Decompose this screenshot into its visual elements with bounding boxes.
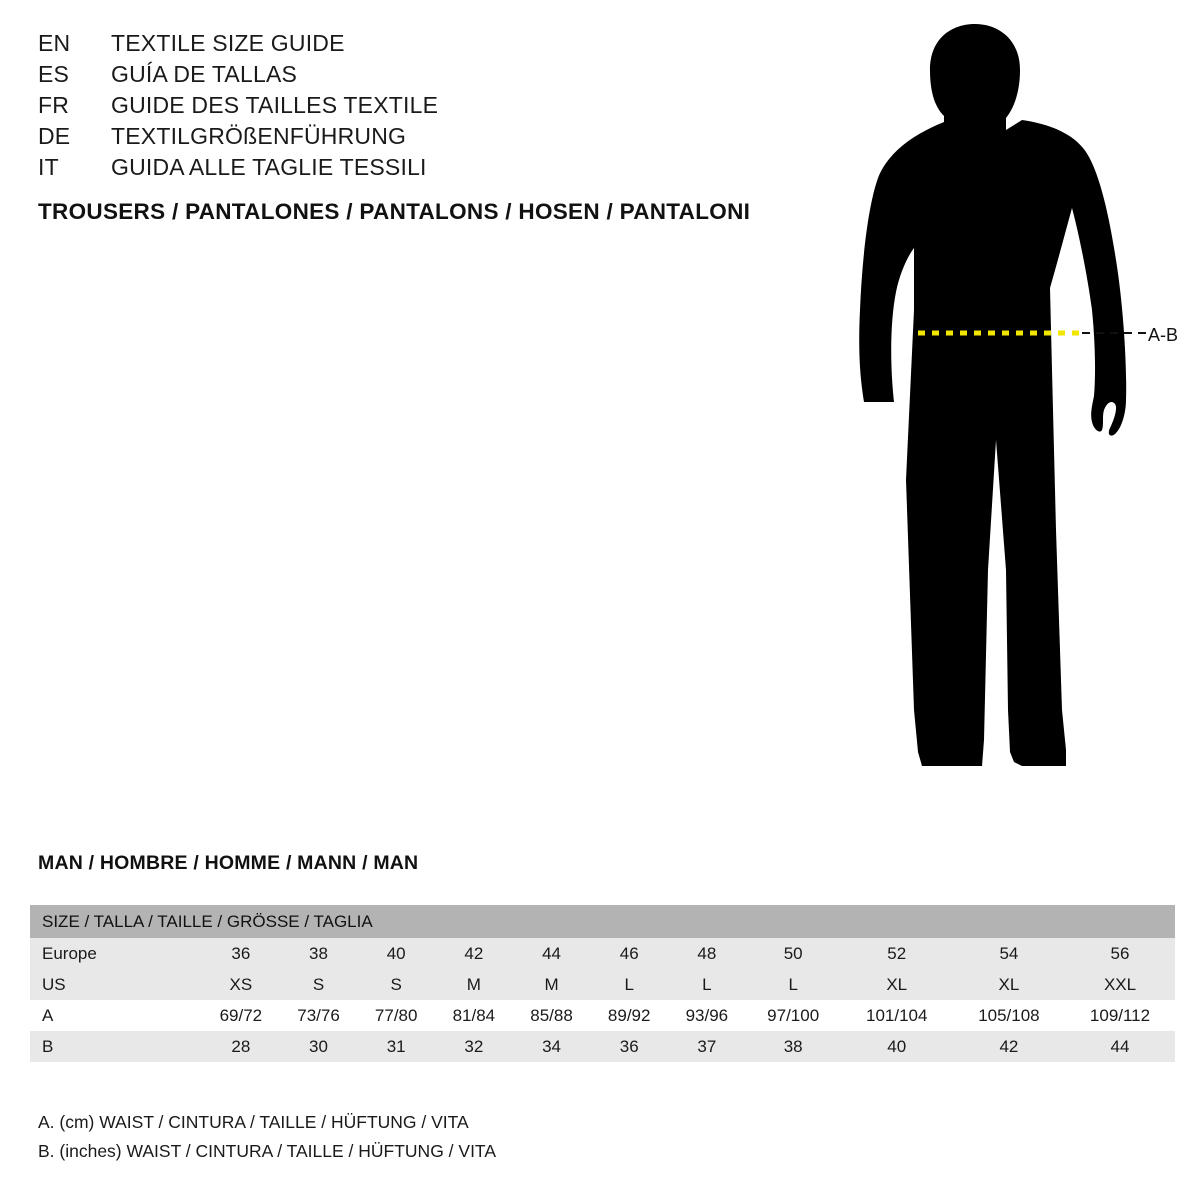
- table-row: [30, 938, 1175, 969]
- language-row: [38, 123, 798, 154]
- table-cell: 44: [1065, 1031, 1175, 1062]
- language-text: GUIDE DES TAILLES TEXTILE: [111, 92, 439, 118]
- table-cell: XL: [953, 969, 1065, 1000]
- footnote-b: B. (inches) WAIST / CINTURA / TAILLE / HÜFTUNG / VITA: [38, 1141, 496, 1161]
- table-cell: 34: [513, 1031, 591, 1062]
- table-cell: L: [746, 969, 841, 1000]
- measure-label-ab: A-B: [1148, 325, 1179, 345]
- footnote-a: A. (cm) WAIST / CINTURA / TAILLE / HÜFTUNG / VITA: [38, 1112, 469, 1132]
- table-cell: 32: [435, 1031, 513, 1062]
- table-cell: L: [590, 969, 668, 1000]
- row-label: US: [30, 969, 202, 1000]
- table-cell: 97/100: [746, 1000, 841, 1031]
- language-code: ES: [38, 61, 70, 87]
- table-cell: L: [668, 969, 746, 1000]
- table-cell: 40: [357, 938, 435, 969]
- table-cell: 81/84: [435, 1000, 513, 1031]
- table-cell: 46: [590, 938, 668, 969]
- language-row: [38, 30, 798, 61]
- language-row: [38, 61, 798, 92]
- language-row: [38, 154, 798, 185]
- figure-illustration: [810, 10, 1200, 810]
- table-row: [30, 1031, 1175, 1062]
- table-cell: 77/80: [357, 1000, 435, 1031]
- table-cell: 36: [590, 1031, 668, 1062]
- table-cell: 73/76: [280, 1000, 358, 1031]
- footnotes: [38, 1108, 496, 1166]
- table-cell: 105/108: [953, 1000, 1065, 1031]
- language-text: GUIDA ALLE TAGLIE TESSILI: [111, 154, 427, 180]
- language-text: GUÍA DE TALLAS: [111, 61, 298, 87]
- table-cell: 37: [668, 1031, 746, 1062]
- language-text: TEXTILGRÖßENFÜHRUNG: [111, 123, 407, 149]
- language-code: IT: [38, 154, 59, 180]
- table-cell: S: [280, 969, 358, 1000]
- table-cell: S: [357, 969, 435, 1000]
- table-cell: 42: [953, 1031, 1065, 1062]
- table-section-title: MAN / HOMBRE / HOMME / MANN / MAN: [38, 852, 419, 874]
- table-header-label: SIZE / TALLA / TAILLE / GRÖSSE / TAGLIA: [42, 911, 373, 931]
- man-silhouette-icon: [810, 10, 1200, 810]
- row-label: Europe: [30, 938, 202, 969]
- table-cell: 93/96: [668, 1000, 746, 1031]
- language-text: TEXTILE SIZE GUIDE: [111, 30, 345, 56]
- table-cell: 69/72: [202, 1000, 280, 1031]
- table-cell: 44: [513, 938, 591, 969]
- language-header: [38, 30, 798, 225]
- table-cell: 50: [746, 938, 841, 969]
- table-cell: 52: [841, 938, 953, 969]
- table-cell: XXL: [1065, 969, 1175, 1000]
- row-label: B: [30, 1031, 202, 1062]
- table-cell: 42: [435, 938, 513, 969]
- table-cell: 30: [280, 1031, 358, 1062]
- table-cell: 40: [841, 1031, 953, 1062]
- language-code: DE: [38, 123, 71, 149]
- table-cell: M: [513, 969, 591, 1000]
- size-table: [30, 905, 1175, 1062]
- table-cell: 54: [953, 938, 1065, 969]
- table-row: [30, 969, 1175, 1000]
- table-cell: 85/88: [513, 1000, 591, 1031]
- language-code: FR: [38, 92, 70, 118]
- language-code: EN: [38, 30, 71, 56]
- row-label: A: [30, 1000, 202, 1031]
- table-cell: M: [435, 969, 513, 1000]
- table-cell: 36: [202, 938, 280, 969]
- table-cell: XL: [841, 969, 953, 1000]
- table-cell: 89/92: [590, 1000, 668, 1031]
- table-cell: 28: [202, 1031, 280, 1062]
- table-cell: XS: [202, 969, 280, 1000]
- table-cell: 109/112: [1065, 1000, 1175, 1031]
- table-cell: 38: [280, 938, 358, 969]
- language-row: [38, 92, 798, 123]
- garment-type-title: TROUSERS / PANTALONES / PANTALONS / HOSEN / PANTALONI: [38, 199, 751, 224]
- table-cell: 56: [1065, 938, 1175, 969]
- table-cell: 48: [668, 938, 746, 969]
- table-header-row: [30, 905, 1175, 938]
- table-cell: 31: [357, 1031, 435, 1062]
- table-cell: 101/104: [841, 1000, 953, 1031]
- table-cell: 38: [746, 1031, 841, 1062]
- table-row: [30, 1000, 1175, 1031]
